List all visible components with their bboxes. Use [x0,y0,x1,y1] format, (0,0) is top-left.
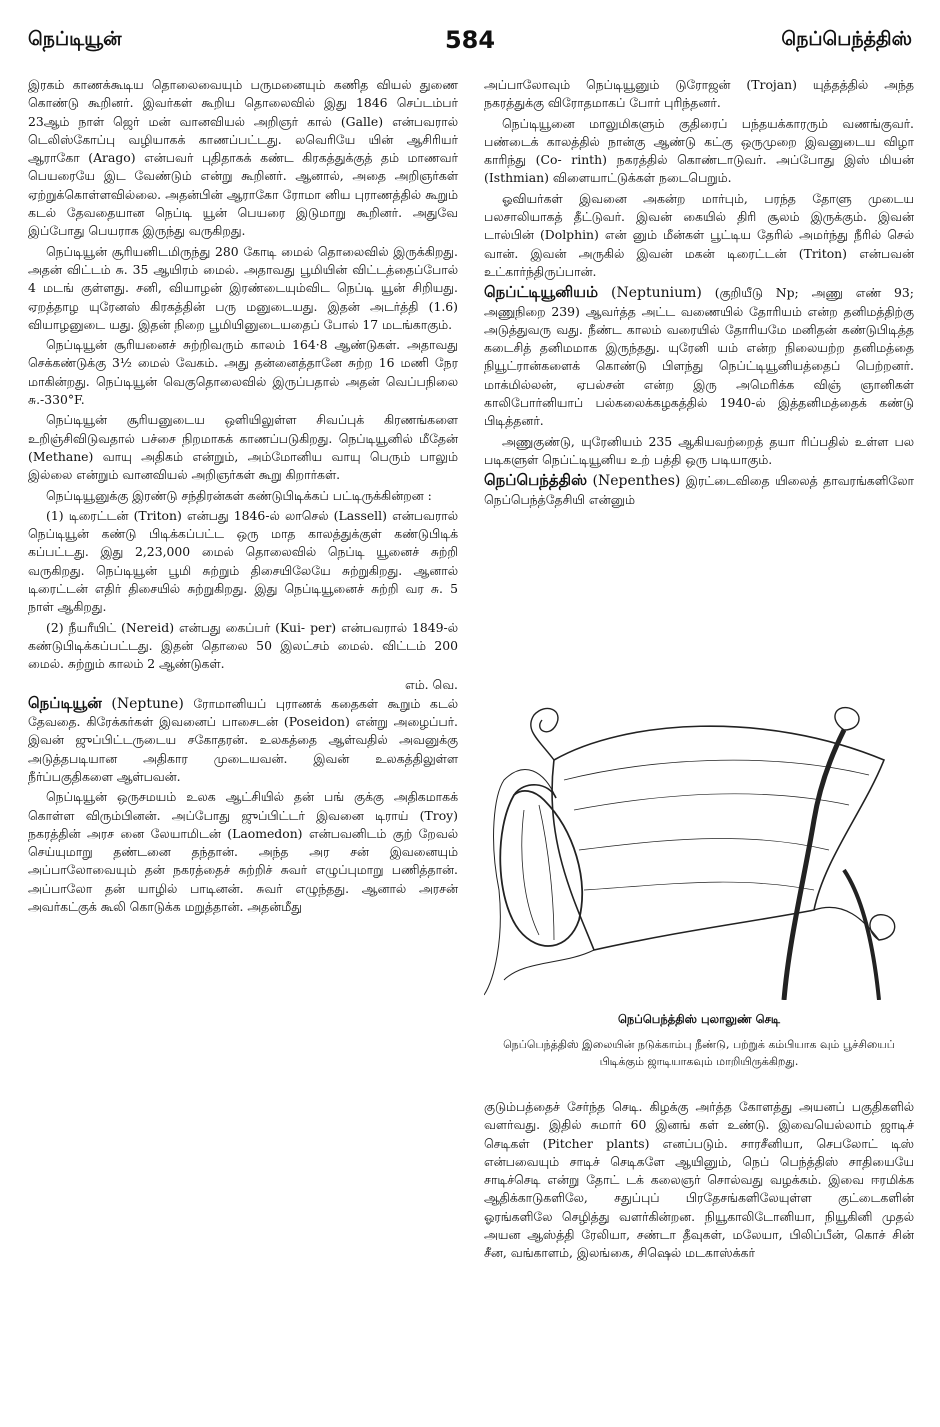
right-column [484,76,914,511]
entry-title: நெப்ட்டியூனியம் [484,283,599,302]
entry-title-english: (Nepenthes) [592,473,681,490]
entry-text: (குறியீடு Np; அணு எண் 93; அணுநிறை 239) ஆவர்த்த அட்ட வணையில் தோரியம் என்ற தனிமத்திற்கு அடுத்துவரு வது. நீண்ட காலம் வரையில் தோரியமே மனிதன் கண்டுபிடித்த கடைசித் தனிமமாக இருந்தது. யுரேனி யம் என்ற நிலையற்ற தனிமத்தை நியூட்ரான்களைக் கொண்டு பிளந்து நெப்ட்டியூனியத்தைப் பெற்றனர். மாக்மில்லன், ஏபல்சன் என்ற இரு அமெரிக்க விஞ் ஞானிகள் காலிபோர்னியாப் பல்கலைக்கழகத்தில் 1940-ல் இத்தனிமத்தைக் கண்டு பிடித்தனர். [484,285,914,429]
figure-note: நெப்பெந்த்திஸ் இலையின் நடுக்காம்பு நீண்டு, பற்றுக் கம்பியாக வும் பூச்சியைப் பிடிக்கும் ஜாடியாகவும் மாறியிருக்கிறது. [503,1038,895,1068]
paragraph: நெப்டியூன் சூரியனுடைய ஒளியிலுள்ள சிவப்புக் கிரணங்களை உறிஞ்சிவிடுவதால் பச்சை நிறமாகக் காணப்படுகிறது. நெப்டியூனில் மீதேன் (Methane) வாயு அதிகம் என்றும், அம்மோனிய வாயு பெரும் பாலும் இல்லை என்றும் வானவியல் அறிஞர்கள் கூறு கிறார்கள். [28,412,458,483]
paragraph: குடும்பத்தைச் சேர்ந்த செடி. கிழக்கு அர்த்த கோளத்து அயனப் பகுதிகளில் வளர்வது. இதில் சுமார் 60 இனங் கள் உண்டு. இவையெல்லாம் ஜாடிச் செடிகள் (Pitcher plants) எனப்படும். சாரசீனியா, செபலோட் டிஸ் என்பவையும் சாடிச் செடிகளே ஆயினும், நெப் பெந்த்திஸ் சாதியையே சாடிச்செடி என்று தோட் டக் கலைஞர் சொல்வது வழக்கம். இவை ஈரமிக்க ஆதிக்காடுகளிலே, சதுப்புப் பிரதேசங்களிலேயுள்ள குட்டைகளின் ஓரங்களிலே செழித்து வளர்கின்றன. நியூகாலிடோனியா, நியூகினி முதல் அயன ஆஸ்த்தி ரேலியா, சண்டா தீவுகள், மலேயா, பிலிப்பீன், கொச் சின் சீன, வங்காளம், இலங்கை, சிஷெல் மடகாஸ்க்கர் [484,1099,914,1261]
entry-title: நெப்டியூன் [28,693,102,712]
entry-text: இரட்டைவிதை யிலைத் தாவரங்களிலோ நெப்பெந்த்தேசியி என்னும் [484,473,914,507]
paragraph: ஓவியர்கள் இவனை அகன்ற மார்பும், பரந்த தோளு முடைய பலசாலியாகத் தீட்டுவர். இவன் கையில் திரி சூலம் இருக்கும். இவன் டால்பின் (Dolphin) என் னும் மீன்கள் பூட்டிய தேரில் அமர்ந்து நீரில் செல் வான். இவன் அருகில் இவன் மகன் டிரைட்டன் (Triton) என்பவன் உட்கார்ந்திருப்பான். [484,190,914,279]
running-head-left: நெப்டியூன் [28,28,122,50]
paragraph: இரகம் காணக்கூடிய தொலைவையும் பருமனையும் கணித வியல் துணை கொண்டு கூறினர். இவர்கள் கூறிய தொலைவில் இது 1846 செப்டம்பர் 23ஆம் நாள் ஜெர் மன் வானவியல் அறிஞர் கால் (Galle) என்பவரால் டெலிஸ்கோப்பு வழியாகக் காணப்பட்டது. லவெரியே யின் ஆசிரியர் ஆராகோ (Arago) என்பவர் புதிதாகக் கண்ட கிரகத்துக்குத் தம் மாணவர் பெயரையே இட வேண்டும் என்று கூறினர். ஆனால், அதை அறிஞர்கள் ஏற்றுக்கொள்ளவில்லை. அதன்பின் ஆராகோ ரோமா னிய புராணத்தில் கூறும் கடல் தேவதையான நெப்டி யூன் பெயரை இடுமாறு கூறினர். அதுவே இப்போது பெயராக இருந்து வருகிறது. [28,77,458,239]
page-header [28,28,912,62]
paragraph: நெப்டியூன் சூரியனைச் சுற்றிவரும் காலம் 164·8 ஆண்டுகள். அதாவது செக்கண்டுக்கு 3½ மைல் வேகம். அது தன்னைத்தானே சுற்ற 16 மணி நேர மாகின்றது. நெப்டியூன் வெகுதொலைவில் இருப்பதால் அதன் வெப்பநிலை சு.-330°F. [28,337,458,408]
running-head-right: நெப்பெந்த்திஸ் [781,28,912,50]
right-column-bottom [484,1098,914,1265]
paragraph: நெப்டியூனுக்கு இரண்டு சந்திரன்கள் கண்டுபிடிக்கப் பட்டிருக்கின்றன : [46,487,432,503]
author-signature: எம். வெ. [405,676,458,692]
figure-caption: நெப்பெந்த்திஸ் புலாலுண் செடி [617,1012,781,1026]
left-column [28,76,458,918]
paragraph: நெப்டியூன் ஒருசமயம் உலக ஆட்சியில் தன் பங் குக்கு அதிகமாகக் கொள்ள விரும்பினன். அப்போது ஜுப்பிட்டர் இவனை டிராய் (Troy) நகரத்தின் அரச னை லேயாமிடன் (Laomedon) என்பவனிடம் குற் றேவல் செய்யுமாறு தண்டனை தந்தான். அந்த அர சன் இவனையும் அப்பாலோவையும் தன் நகரத்தைச் சுற்றிச் சுவர் எழுப்புமாறு பணித்தான். அப்பாலோ தன் யாழில் பாடினன். சுவர் எழுந்தது. ஆனால் அரசன் அவர்கட்குக் கூலி கொடுக்க மறுத்தான். அதன்மீது [28,789,458,915]
entry-title: நெப்பெந்த்திஸ் [484,471,588,490]
paragraph: (1) டிரைட்டன் (Triton) என்பது 1846-ல் லாசெல் (Lassell) என்பவரால் நெப்டியூன் கண்டு பிடிக்கப்பட்ட ஒரு மாத காலத்துக்குள் கண்டுபிடிக் கப்பட்டது. இது 2,23,000 மைல் தொலைவில் நெப்டி யூனைச் சுற்றி வருகிறது. நெப்டியூன் பூமி சுற்றும் திசையிலேயே சுற்றுகிறது. ஆனால் டிரைட்டன் எதிர் திசையில் சுற்றுகிறது. இது நெப்டியூனைச் சுற்றி வர சு. 5 நாள் ஆகிறது. [28,507,458,615]
entry-neptune-myth [28,694,458,786]
paragraph: (2) நீயரீயிட் (Nereid) என்பது கைப்பர் (Kui- per) என்பவரால் 1849-ல் கண்டுபிடிக்கப்பட்டது. இதன் தொலை 50 இலட்சம் மைல். விட்டம் 200 மைல். சுற்றும் காலம் 2 ஆண்டுகள். [28,619,458,672]
page-number: 584 [444,26,496,54]
paragraph: நெப்டியூனை மாலுமிகளும் குதிரைப் பந்தயக்காரரும் வணங்குவர். பண்டைக் காலத்தில் நான்கு ஆண்டு கட்கு ஒருமுறை இவனுடைய விழா காரிந்து (Co- rinth) நகரத்தில் கொண்டாடுவர். அப்போது இஸ் மியன் (Isthmian) விளையாட்டுக்கள் நடைபெறும். [484,115,914,186]
entry-neptunium [484,283,914,430]
entry-title-english: (Neptunium) [611,285,702,302]
entry-text: ரோமானியப் புராணக் கதைகள் கூறும் கடல் தேவதை. கிரேக்கர்கள் இவனைப் பாசைடன் (Poseidon) என்று அழைப்பர். இவன் ஜுப்பிட்டருடைய சகோதரன். உலகத்தை ஆள்வதில் அவனுக்கு அடுத்தபடியான அதிகார முடையவன். இவன் உலகத்திலுள்ள நீர்ப்பகுதிகளை ஆள்பவன். [28,695,458,784]
paragraph: அணுகுண்டு, யுரேனியம் 235 ஆகியவற்றைத் தயா ரிப்பதில் உள்ள பல படிகளுள் நெப்ட்டியூனிய உற் பத்தி ஒரு படியாகும். [484,433,914,467]
paragraph: நெப்டியூன் சூரியனிடமிருந்து 280 கோடி மைல் தொலைவில் இருக்கிறது. அதன் விட்டம் சு. 35 ஆயிரம் மைல். அதாவது பூமியின் விட்டத்தைப்போல் 4 மடங் குள்ளது. சனி, வியாழன் இரண்டையும்விட நெப்டி யூன் சிறியது. ஏறத்தாழ யுரேனஸ் கிரகத்தின் பரு மனுடையது. இதன் அடர்த்தி (1.6) வியாழனுடை யது. இதன் நிறை பூமியினுடையதைப் போல் 17 மடங்காகும். [28,243,458,332]
paragraph: அப்பாலோவும் நெப்டியூனும் டுரோஜன் (Trojan) யுத்தத்தில் அந்த நகரத்துக்கு விரோதமாகப் போர் புரிந்தனர். [484,77,914,111]
nepenthes-illustration [484,700,914,1000]
pitcher-plant-drawing [484,700,914,1000]
entry-nepenthes [484,471,914,509]
entry-title-english: (Neptune) [111,695,184,712]
